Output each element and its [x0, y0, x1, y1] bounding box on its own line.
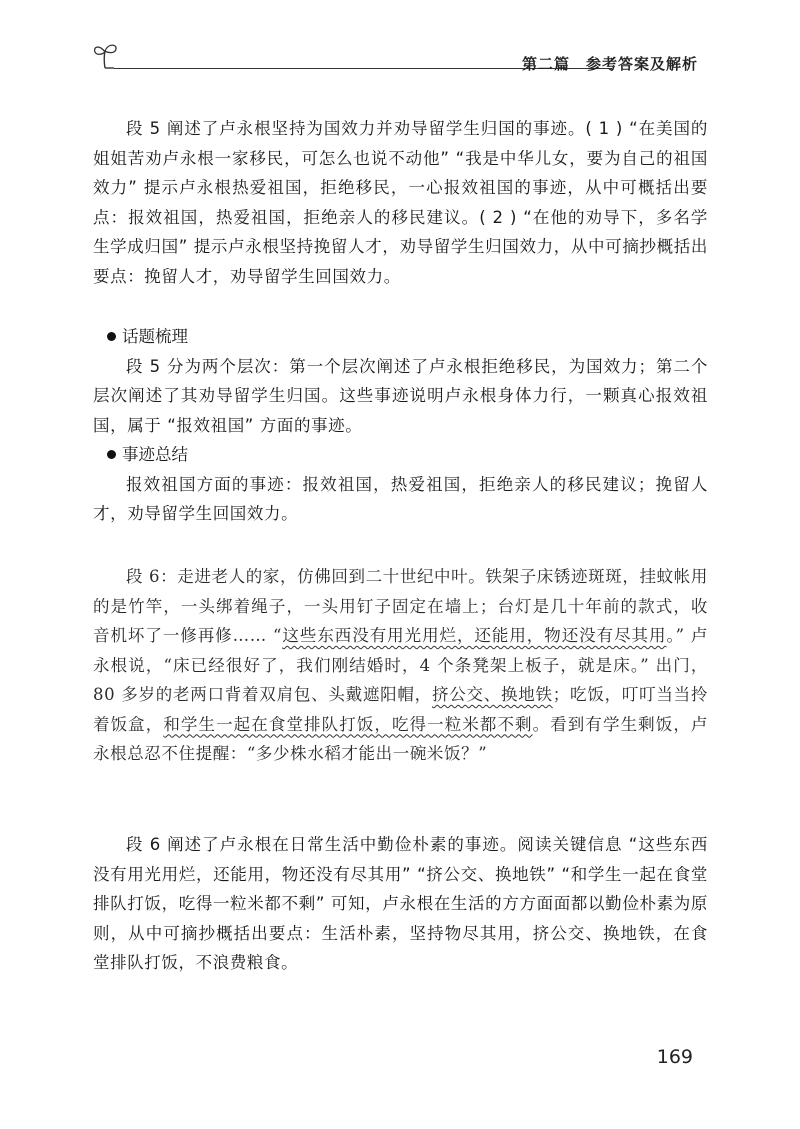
header-title: 第二篇 参考答案及解析 [521, 55, 698, 73]
bullet-heading-summary: 事迹总结 [93, 440, 708, 470]
page-number: 169 [656, 1046, 693, 1068]
sprout-icon [92, 40, 120, 70]
bullet-dot-icon [107, 450, 116, 459]
page-header [92, 40, 702, 80]
bullet-heading-topic: 话题梳理 [93, 322, 708, 352]
underlined-phrase: 挤公交、换地铁 [431, 685, 553, 704]
paragraph-text: 段 6 阐述了卢永根在日常生活中勤俭朴素的事迹。阅读关键信息 “这些东西没有用光用烂，还能用，物还没有尽其用” “挤公交、换地铁” “和学生一起在食堂排队打饭，吃得一粒米都不剩” 可知，卢永根在生活的方方面面都以勤俭朴素为原则，从中可摘抄概括出要点：生活朴素，坚持物尽其用，挤公交、换地铁，在食堂排队打饭，不浪费粮食。 [93, 835, 708, 972]
underlined-phrase: 这些东西没有用光用烂，还能用，物还没有尽其用 [282, 626, 667, 645]
topic-summary-section [93, 322, 708, 529]
analysis-paragraph-5 [93, 114, 708, 291]
paragraph-text: 段 5 阐述了卢永根坚持为国效力并劝导留学生归国的事迹。( 1 ) “在美国的姐姐苦劝卢永根一家移民，可怎么也说不动他” “我是中华儿女，要为自己的祖国效力” 提示卢永根热爱祖国，拒绝移民，一心报效祖国的事迹，从中可概括出要点：报效祖国，热爱祖国，拒绝亲人的移民建议。( 2 ) “在他的劝导下，多名学生学成归国” 提示卢永根坚持挽留人才，劝导留学生归国效力，从中可摘抄概括出要点：挽留人才，劝导留学生回国效力。 [93, 119, 708, 286]
topic-paragraph: 段 5 分为两个层次：第一个层次阐述了卢永根拒绝移民，为国效力；第二个层次阐述了其劝导留学生归国。这些事迹说明卢永根身体力行，一颗真心报效祖国，属于 “报效祖国” 方面的事迹。 [93, 356, 708, 435]
underlined-phrase: 和学生一起在食堂排队打饭，吃得一粒米都不剩 [163, 714, 533, 734]
bullet-dot-icon [107, 332, 116, 341]
summary-paragraph: 报效祖国方面的事迹：报效祖国，热爱祖国，拒绝亲人的移民建议；挽留人才，劝导留学生回国效力。 [93, 474, 708, 523]
source-text-paragraph-6 [93, 562, 708, 769]
source-paragraph: 段 6：走进老人的家，仿佛回到二十世纪中叶。铁架子床锈迹斑斑，挂蚊帐用的是竹竿，一头绑着绳子，一头用钉子固定在墙上；台灯是几十年前的款式，收音机坏了一修再修…… “这些东西没有用光用烂，还能用，物还没有尽其用。” 卢永根说，“床已经很好了，我们刚结婚时，4 个条凳架上板子，就是床。” 出门，80 多岁的老两口背着双肩包、头戴遮阳帽，挤公交、换地铁；吃饭，叮叮当当拎着饭盒，和学生一起在食堂排队打饭，吃得一粒米都不剩。看到有学生剩饭，卢永根总忍不住提醒：“多少株水稻才能出一碗米饭？” [93, 567, 709, 763]
analysis-paragraph-6 [93, 830, 708, 978]
